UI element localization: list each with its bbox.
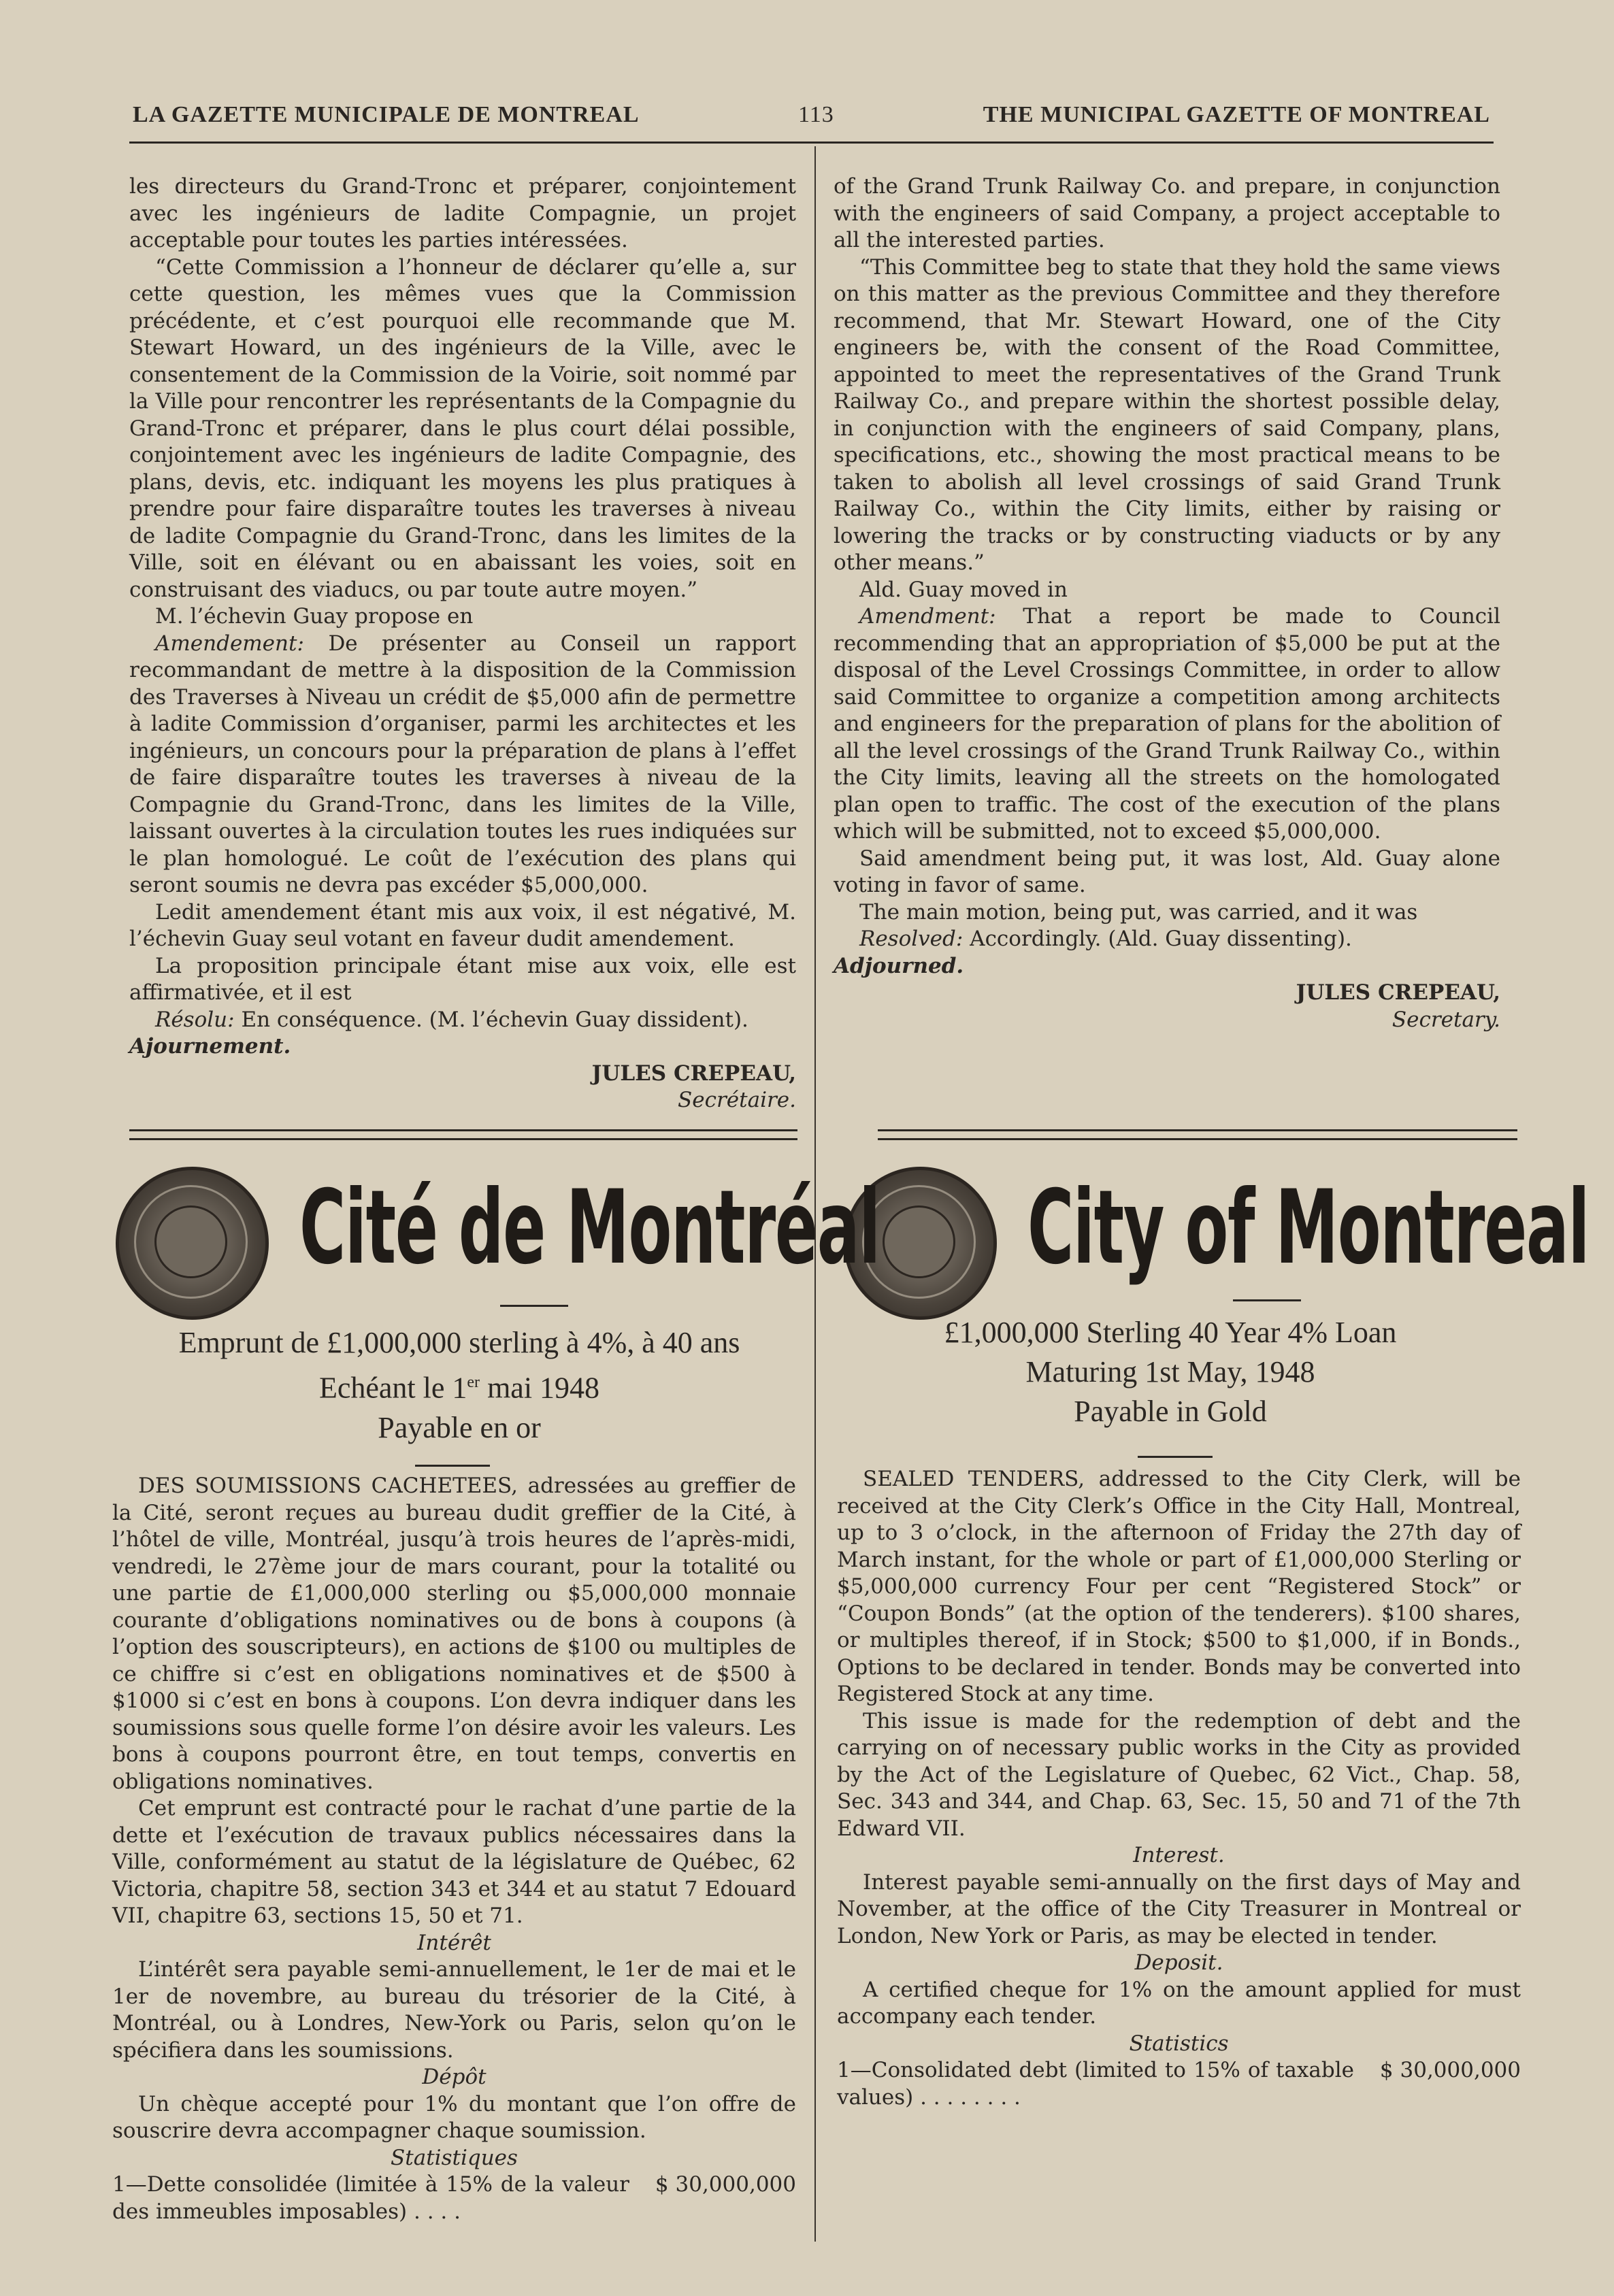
title-rule-right bbox=[1233, 1299, 1301, 1301]
minutes-en-p1: of the Grand Trunk Railway Co. and prepare, in conjunction with the engineers of said Company, a project acceptable to all the interested parties. bbox=[834, 174, 1500, 252]
seal-shield bbox=[154, 1205, 227, 1278]
section-rule-left bbox=[129, 1129, 797, 1140]
minutes-fr-p6: La proposition principale étant mise aux voix, elle est affirmativée, et il est bbox=[129, 953, 796, 1005]
signature-title-en: Secretary. bbox=[1391, 1007, 1500, 1032]
amendment-label: Amendment: bbox=[859, 604, 996, 629]
minutes-fr-amendment bbox=[129, 631, 796, 899]
loan-line-1: £1,000,000 Sterling 40 Year 4% Loan bbox=[944, 1316, 1397, 1349]
loan-heading-french bbox=[116, 1323, 803, 1448]
resolved-text: Accordingly. (Ald. Guay dissenting). bbox=[963, 927, 1352, 951]
heading-deposit: Deposit. bbox=[1134, 1950, 1223, 1975]
signature-title-fr: Secrétaire. bbox=[678, 1088, 796, 1112]
amendment-text: De présenter au Conseil un rapport recommandant de mettre à la disposition de la Commission des Traverses à Niveau un crédit de $5,000 afin de permettre à ladite Commission d’organiser, parmi les architectes et les ingénieurs, un concours pour la préparation de plans à l’effet de faire disparaître toutes les traverses à niveau de la Compagnie du Grand-Tronc, dans les limites de la Ville, laissant ouvertes à la circulation toutes les rues indiquées sur le plan homologué. Le coût de l’exécution des plans qui seront soumis ne devra pas excéder $5,000,000. bbox=[129, 631, 796, 897]
resolved-label: Resolved: bbox=[859, 927, 964, 951]
minutes-en-p3: Ald. Guay moved in bbox=[859, 577, 1068, 602]
loan-line-2: Maturing 1st May, 1948 bbox=[1025, 1355, 1315, 1388]
header-rule bbox=[129, 142, 1494, 144]
signature-name-en: JULES CREPEAU, bbox=[1296, 980, 1500, 1005]
stat-value: $ 30,000,000 bbox=[655, 2172, 796, 2197]
minutes-fr-resolu bbox=[129, 1007, 796, 1034]
minutes-french bbox=[129, 173, 796, 1114]
loan-rule-right bbox=[1138, 1456, 1213, 1458]
notice-title-english: City of Montreal bbox=[1027, 1169, 1590, 1287]
amendment-text: That a report be made to Council recommending that an appropriation of $5,000 be put at the disposal of the Level Crossings Committee, in order to allow said Committee to organize a competition among architects and engineers for the preparation of plans for the abolition of all the level crossings of the Grand Trunk Railway Co., within the City limits, leaving all the streets on the homologated plan open to traffic. The cost of the execution of the plans which will be submitted, not to exceed $5,000,000. bbox=[834, 604, 1500, 844]
stat-row bbox=[837, 2057, 1521, 2111]
tender-fr-p2: Cet emprunt est contracté pour le rachat d’une partie de la dette et l’exécution de travaux publics nécessaires dans la Ville, conformément au statut de la législature de Québec, 62 Victoria, chapitre 58, section 343 et 344 et au statut 7 Edouard VII, chapitre 63, sections 15, 50 et 71. bbox=[112, 1796, 796, 1928]
tender-en-p1: SEALED TENDERS, addressed to the City Clerk, will be received at the City Clerk’s Office in the City Hall, Montreal, up to 3 o’clock, in the afternoon of Friday the 27th day of March instant, for the whole or part of £1,000,000 Sterling or $5,000,000 currency Four per cent “Registered Stock” or “Coupon Bonds” (at the option of the tenderers). $100 shares, or multiples thereof, if in Stock; $500 to $1,000, if in Bonds., Options to be declared in tender. Bonds may be converted into Registered Stock at any time. bbox=[837, 1467, 1521, 1706]
adjourned-fr: Ajournement. bbox=[129, 1034, 291, 1059]
heading-depot: Dépôt bbox=[422, 2065, 487, 2089]
adjourned-en: Adjourned. bbox=[834, 953, 964, 978]
running-head-french: LA GAZETTE MUNICIPALE DE MONTREAL bbox=[133, 102, 640, 127]
page-number: 113 bbox=[798, 102, 834, 127]
minutes-fr-p2: “Cette Commission a l’honneur de déclarer qu’elle a, sur cette question, les mêmes vues que la Commission précédente, et c’est pourquoi elle recommande que M. Stewart Howard, un des ingénieurs de la Ville, avec le consentement de la Commission de la Voirie, soit nommé par la Ville pour rencontrer les représentants de la Compagnie du Grand-Tronc et préparer, dans le plus court délai possible, conjointement avec les ingénieurs de ladite Compagnie, des plans, devis, etc. indiquant les moyens les plus pratiques à prendre pour faire disparaître toutes les traverses à niveau de ladite Compagnie du Grand-Tronc, dans les limites de la Ville, soit en élévant ou en abaissant les voies, soit en construisant des viaducs, ou par toute autre moyen.” bbox=[129, 254, 796, 602]
minutes-en-p5: Said amendment being put, it was lost, Ald. Guay alone voting in favor of same. bbox=[834, 846, 1500, 897]
tender-fr-p3: L’intérêt sera payable semi-annuellement, le 1er de mai et le 1er de novembre, au bureau du trésorier de la Cité, à Montréal, ou à Londres, New-York ou Paris, selon qu’on le spécifiera dans les soumissions. bbox=[112, 1957, 796, 2063]
tender-en-p4: A certified cheque for 1% on the amount applied for must accompany each tender. bbox=[837, 1977, 1521, 2029]
running-head bbox=[133, 102, 1490, 136]
minutes-fr-p5: Ledit amendement étant mis aux voix, il est négativé, M. l’échevin Guay seul votant en faveur dudit amendement. bbox=[129, 899, 796, 951]
heading-interest: Interest. bbox=[1133, 1843, 1225, 1867]
minutes-en-amendment bbox=[834, 603, 1500, 846]
stat-row bbox=[112, 2172, 796, 2225]
stat-label: 1—Consolidated debt (limited to 15% of taxable values) . . . . . . . . bbox=[837, 2058, 1354, 2110]
section-rule-right bbox=[878, 1129, 1517, 1140]
loan-rule-left bbox=[415, 1465, 490, 1467]
tender-notice-english bbox=[837, 1466, 1521, 2111]
loan-line-1: Emprunt de £1,000,000 sterling à 4%, à 40 ans bbox=[178, 1326, 740, 1359]
minutes-en-p6: The main motion, being put, was carried, and it was bbox=[859, 899, 1418, 925]
loan-heading-english bbox=[834, 1313, 1507, 1431]
minutes-fr-p1: les directeurs du Grand-Tronc et préparer, conjointement avec les ingénieurs de ladite Compagnie, un projet acceptable pour toutes les parties intéressées. bbox=[129, 174, 796, 252]
heading-statistics: Statistics bbox=[1129, 2031, 1229, 2056]
tender-fr-p1: DES SOUMISSIONS CACHETEES, adressées au greffier de la Cité, seront reçues au bureau dudit greffier de la Cité, à l’hôtel de ville, Montréal, jusqu’à trois heures de l’après-midi, vendredi, le 27ème jour de mars courant, pour la totalité ou une partie de £1,000,000 sterling ou $5,000,000 monnaie courante d’obligations nominatives ou de bons à coupons (à l’option des souscripteurs), en actions de $100 ou multiples de ce chiffre si c’est en obligations nominatives et de $500 à $1000 si c’est en bons à coupons. L’on devra indiquer dans les soumissions sous quelle forme l’on désire avoir les valeurs. Les bons à coupons pourront être, en tout temps, convertis en obligations nominatives. bbox=[112, 1474, 796, 1794]
minutes-english bbox=[834, 173, 1500, 1033]
minutes-en-p2: “This Committee beg to state that they hold the same views on this matter as the previous Committee and they therefore recommend, that Mr. Stewart Howard, one of the City engineers be, with the consent of the Road Committee, appointed to meet the representatives of the Grand Trunk Railway Co., and prepare within the shortest possible delay, in conjunction with the engineers of said Company, plans, specifications, etc., showing the most practical means to be taken to abolish all level crossings of said Grand Trunk Railway Co., within the City limits, either by raising or lowering the tracks or by constructing viaducts or by any other means.” bbox=[834, 254, 1500, 575]
resolu-label: Résolu: bbox=[155, 1007, 235, 1032]
tender-fr-p4: Un chèque accepté pour 1% du montant que l’on offre de souscrire devra accompagner chaque soumission. bbox=[112, 2091, 796, 2143]
tender-en-p3: Interest payable semi-annually on the first days of May and November, at the office of the City Treasurer in Montreal or London, New York or Paris, as may be elected in tender. bbox=[837, 1869, 1521, 1948]
loan-line-2: Echéant le 1er mai 1948 bbox=[318, 1371, 600, 1405]
title-rule-left bbox=[500, 1305, 568, 1307]
city-seal-icon bbox=[116, 1167, 269, 1320]
minutes-en-resolved bbox=[834, 926, 1500, 953]
stat-label: 1—Dette consolidée (limitée à 15% de la valeur des immeubles imposables) . . . . bbox=[112, 2172, 629, 2224]
heading-statistiques: Statistiques bbox=[391, 2145, 518, 2170]
stat-value: $ 30,000,000 bbox=[1379, 2058, 1521, 2082]
minutes-fr-p3: M. l’échevin Guay propose en bbox=[155, 604, 474, 629]
tender-notice-french bbox=[112, 1473, 796, 2225]
heading-interet: Intérêt bbox=[417, 1930, 491, 1955]
resolu-text: En conséquence. (M. l’échevin Guay dissident). bbox=[234, 1007, 748, 1032]
seal-shield bbox=[883, 1205, 955, 1278]
amendment-label: Amendement: bbox=[155, 631, 304, 656]
notice-title-french: Cité de Montréal bbox=[299, 1169, 880, 1287]
running-head-english: THE MUNICIPAL GAZETTE OF MONTREAL bbox=[983, 102, 1490, 127]
loan-line-3: Payable en or bbox=[378, 1410, 541, 1444]
loan-line-3: Payable in Gold bbox=[1074, 1395, 1267, 1428]
tender-en-p2: This issue is made for the redemption of debt and the carrying on of necessary public works in the City as provided by the Act of the Legislature of Quebec, 62 Vict., Chap. 58, Sec. 343 and 344, and Chap. 63, Sec. 15, 50 and 71 of the 7th Edward VII. bbox=[837, 1708, 1521, 1841]
signature-name-fr: JULES CREPEAU, bbox=[591, 1061, 796, 1086]
